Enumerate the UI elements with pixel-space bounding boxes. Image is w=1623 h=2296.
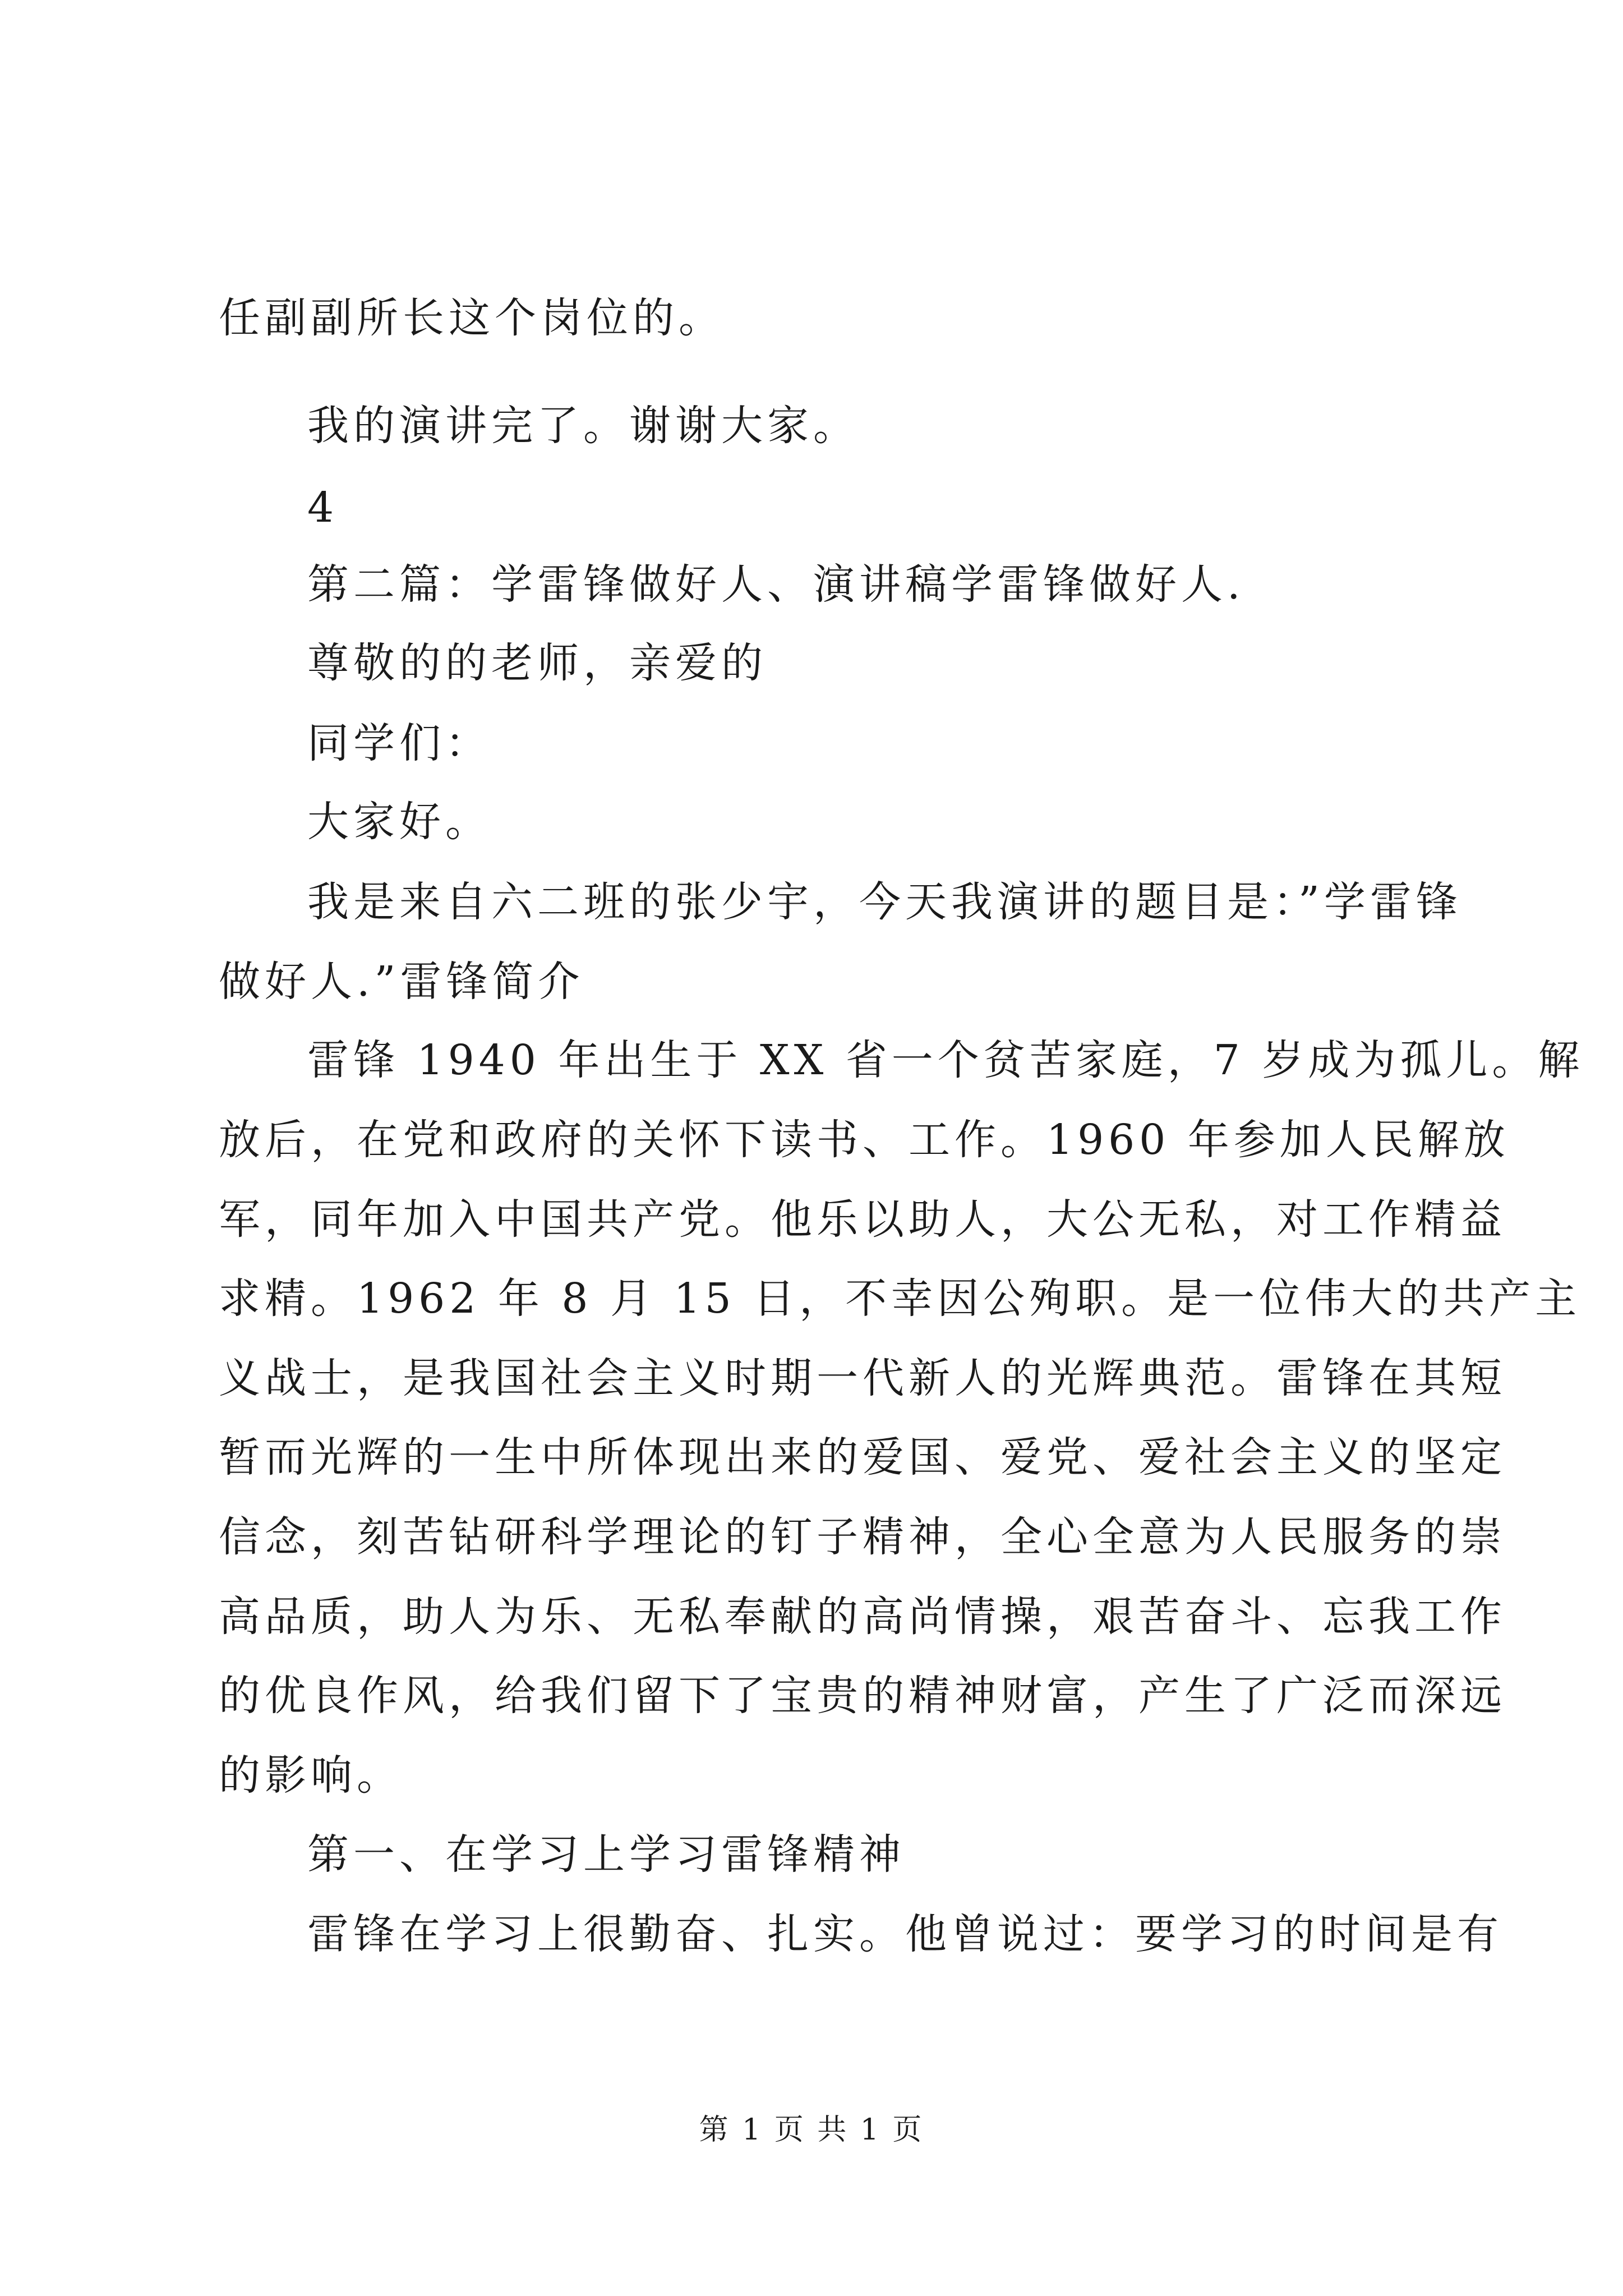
paragraph-bio-line-4: 求精。1962 年 8 月 15 日，不幸因公殉职。是一位伟大的共产主 <box>219 1274 1581 1323</box>
text-line-salutation: 尊敬的的老师，亲爱的 <box>307 639 767 687</box>
paragraph-intro-line-1: 我是来自六二班的张少宇，今天我演讲的题目是：”学雷锋 <box>307 878 1462 926</box>
paragraph-bio-line-5: 义战士，是我国社会主义时期一代新人的光辉典范。雷锋在其短 <box>219 1354 1506 1402</box>
paragraph-bio-line-8: 高品质，助人为乐、无私奉献的高尚情操，艰苦奋斗、忘我工作 <box>219 1593 1506 1641</box>
text-line-greeting: 大家好。 <box>307 798 491 846</box>
text-line-salutation-2: 同学们： <box>307 719 491 767</box>
paragraph-study-line-1: 雷锋在学习上很勤奋、扎实。他曾说过：要学习的时间是有 <box>307 1910 1503 1958</box>
paragraph-intro-line-2: 做好人.”雷锋简介 <box>219 958 584 1006</box>
paragraph-bio-line-7: 信念，刻苦钻研科学理论的钉子精神，全心全意为人民服务的崇 <box>219 1513 1506 1561</box>
text-line-closing: 我的演讲完了。谢谢大家。 <box>307 402 859 450</box>
paragraph-bio-line-3: 军，同年加入中国共产党。他乐以助人，大公无私，对工作精益 <box>219 1195 1506 1244</box>
paragraph-bio-line-6: 暂而光辉的一生中所体现出来的爱国、爱党、爱社会主义的坚定 <box>219 1433 1506 1481</box>
paragraph-bio-line-1: 雷锋 1940 年出生于 XX 省一个贫苦家庭，7 岁成为孤儿。解 <box>307 1036 1584 1084</box>
subsection-heading: 第一、在学习上学习雷锋精神 <box>307 1830 905 1879</box>
paragraph-bio-line-10: 的影响。 <box>219 1751 403 1800</box>
paragraph-bio-line-2: 放后，在党和政府的关怀下读书、工作。1960 年参加人民解放 <box>219 1116 1510 1164</box>
text-line-continuation: 任副副所长这个岗位的。 <box>219 294 725 342</box>
paragraph-bio-line-9: 的优良作风，给我们留下了宝贵的精神财富，产生了广泛而深远 <box>219 1672 1506 1720</box>
page-footer: 第 1 页 共 1 页 <box>699 2113 924 2147</box>
page-marker-number: 4 <box>307 484 339 532</box>
section-heading: 第二篇：学雷锋做好人、演讲稿学雷锋做好人. <box>307 560 1245 609</box>
